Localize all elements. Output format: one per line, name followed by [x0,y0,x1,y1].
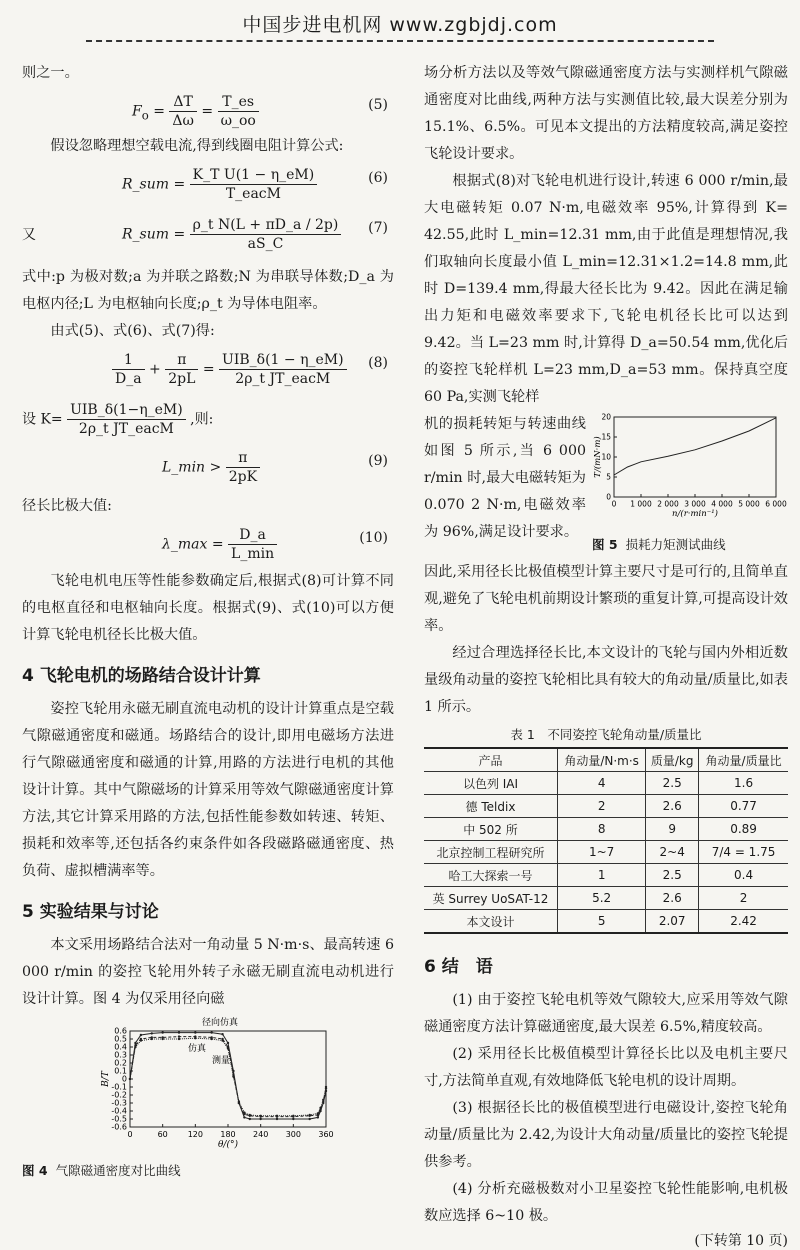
series-line-1 [614,418,776,475]
x-tick-label: 1 000 [630,499,652,509]
y-tick-label: 0.5 [114,1034,127,1044]
y-tick-label: 0 [121,1074,127,1084]
eq10-lhs: λ_max = [162,536,229,553]
eq8-l1d: D_a [115,371,142,387]
x-tick-label: 240 [253,1130,269,1139]
table-cell: 5 [557,910,645,934]
eq10-number: (10) [359,530,388,546]
equation-5: $F_o$ = $\frac{\Delta T}{\Delta\omega}$ = $\frac{T\_es}{\omega\_oo}$ (5) [132,94,388,129]
k-n: UIB_δ(1−η_eM) [67,401,186,420]
eq9-lhs: L_min > [162,459,226,476]
eq6-lhs: R_sum = [122,176,190,193]
eq5-f1n: ΔT [169,93,197,112]
fig5-chart [592,411,788,529]
data-point [129,1078,131,1080]
table-cell: 5.2 [557,887,645,910]
equation-7 [22,210,394,264]
y-tick-label: -0.5 [111,1114,127,1124]
y-tick-label: 5 [606,472,611,482]
table-row [424,910,788,934]
data-point [276,1115,278,1117]
table-cell: 2.6 [646,795,699,818]
eq5-eq: = [148,103,170,120]
y-tick-label: 0.2 [114,1058,127,1068]
data-point [259,1115,261,1117]
data-point [243,1111,245,1113]
y-tick-label: -0.6 [111,1122,127,1132]
continued-note: (下转第 10 页) [694,1233,788,1249]
y-tick-label: 20 [601,412,611,422]
equation-10 [22,520,394,568]
eq5-frac2 [218,93,259,130]
eq8-l1n: 1 [112,351,145,370]
data-point [227,1047,229,1049]
eq5-sub: o [141,108,149,123]
data-point [238,1100,240,1102]
eq6-number: (6) [368,170,388,186]
table-cell: 0.89 [699,818,788,841]
table-cell: 7/4 = 1.75 [699,841,788,864]
y-tick-label: -0.1 [111,1082,127,1092]
x-tick-label: 60 [157,1130,168,1139]
chart-annotation: 测量 [212,1056,231,1066]
x-tick-label: 360 [318,1130,334,1139]
fig4-number: 图 4 [22,1163,48,1178]
data-point [178,1035,180,1037]
table-cell: 本文设计 [424,910,557,934]
section-heading: 6 结 语 [424,957,493,977]
equation-9 [22,443,394,493]
eq7-prefix: 又 [22,227,36,243]
eq5-f1d: Δω [172,113,194,129]
table-header-cell: 质量/kg [646,748,699,772]
y-tick-label: 0.1 [114,1066,127,1076]
paragraph: 飞轮电机电压等性能参数确定后,根据式(8)可计算不同的电枢直径和电枢轴向长度。根据式(9)、式(10)可以方便计算飞轮电机径长比极大值。 [22,573,394,643]
data-point [317,1116,319,1118]
x-tick-label: 3 000 [684,499,706,509]
paragraph: 径长比极大值: [22,498,112,514]
data-point [308,1114,310,1116]
data-point [161,1038,163,1040]
data-point [151,1032,153,1034]
data-point [292,1115,294,1117]
table-cell: 0.4 [699,864,788,887]
eq9-d: 2pK [228,469,258,485]
data-point [317,1112,319,1114]
data-point [249,1114,251,1116]
chart-annotation: 径向仿真 [202,1018,239,1028]
x-tick-label: 5 000 [738,499,760,509]
eq7-number: (7) [368,220,388,236]
table-cell: 2.5 [646,864,699,887]
data-point [151,1038,153,1040]
eq8-rn: UIB_δ(1 − η_eM) [219,351,347,370]
table-cell: 2.07 [646,910,699,934]
data-point [292,1118,294,1120]
table-cell: 中 502 所 [424,818,557,841]
fig4-caption-text: 气隙磁通密度对比曲线 [55,1163,181,1178]
data-point [210,1031,212,1033]
figure-4 [22,1017,394,1167]
x-tick-label: 120 [187,1130,203,1139]
table-header-cell: 产品 [424,748,557,772]
y-tick-label: -0.3 [111,1098,127,1108]
y-tick-label: 0.6 [114,1026,127,1036]
k-frac [67,401,186,438]
x-tick-label: 0 [127,1130,133,1139]
table-row [424,772,788,795]
fig5-number: 图 5 [592,537,618,552]
data-point [227,1042,229,1044]
plot-frame [614,417,776,497]
data-point [178,1038,180,1040]
table-cell: 德 Teldix [424,795,557,818]
paragraph: 因此,采用径长比极值模型计算主要尺寸是可行的,且简单直观,避免了飞轮电机前期设计繁琐的重复计算,可提高设计效率。 [424,564,788,634]
table-cell: 2 [557,795,645,818]
y-axis-label: T/(mN·m) [593,436,603,478]
paragraph: 由式(5)、式(6)、式(7)得: [50,323,215,339]
eq5-frac1 [169,93,197,130]
y-tick-label: 0.4 [114,1042,127,1052]
table-cell: 以色列 IAI [424,772,557,795]
table-header-cell: 角动量/N·m·s [557,748,645,772]
data-point [140,1039,142,1041]
paragraph: 场分析方法以及等效气隙磁通密度方法与实测样机气隙磁通密度对比曲线,两种方法与实测值比较,最大误差分别为 15.1%、6.5%。可见本文提出的方法精度较高,满足姿控飞轮设计要求。 [424,65,788,162]
data-point [140,1034,142,1036]
eq5-f2n: T_es [218,93,259,112]
eq9-number: (9) [368,453,388,469]
eq5-lhs: F [132,103,142,120]
eq5-number: (5) [368,97,388,113]
y-tick-label: 0 [606,492,611,502]
conclusion-item: (1) 由于姿控飞轮电机等效气隙较大,应采用等效气隙磁通密度方法计算磁通密度,最大误差 6.5%,精度较高。 [424,992,788,1035]
left-column [22,60,394,1179]
conclusion-item: (4) 分析充磁极数对小卫星姿控飞轮性能影响,电机极数应选择 6~10 极。 [424,1181,788,1224]
eq10-n: D_a [228,526,277,545]
table-cell: 2.5 [646,772,699,795]
series-line-3 [130,1038,326,1116]
data-table [424,747,788,934]
k-suffix: ,则: [190,411,214,428]
data-point [221,1039,223,1041]
fig5-caption [592,535,788,553]
conclusion-item: (3) 根据径长比的极值模型进行电磁设计,姿控飞轮角动量/质量比为 2.42,为设计大角动量/质量比的姿控飞轮提供参考。 [424,1100,788,1170]
eq10-frac [228,526,277,563]
y-tick-label: 10 [601,452,611,462]
right-column [424,60,788,1250]
eq6-d: T_eacM [225,186,281,202]
paragraph: 姿控飞轮用永磁无刷直流电动机的设计计算重点是空载气隙磁通密度和磁通。场路结合的设计,即用电磁场方法进行气隙磁通密度和磁通的计算,用路的方法进行电机的其他设计计算。其中气隙磁场的计算采用等效气隙磁通密度计算方法,其它计算采用路的方法,包括性能参数如转速、转矩、损耗和效率等,还包括各约束条件如各段磁路磁通密度、热负荷、虚拟槽满率等。 [22,701,394,879]
eq8-l2n: π [165,351,198,370]
paragraph: 本文采用场路结合法对一角动量 5 N·m·s、最高转速 6 000 r/min 的姿控飞轮用外转子永磁无刷直流电动机进行设计计算。图 4 为仅采用径向磁 [22,937,394,1007]
data-point [161,1031,163,1033]
data-point [325,1086,327,1088]
y-tick-label: -0.2 [111,1090,127,1100]
eq7-frac [190,216,342,253]
chart-annotation: 仿真 [188,1044,207,1054]
table-cell: 2~4 [646,841,699,864]
data-point [259,1118,261,1120]
table-cell: 0.77 [699,795,788,818]
table-row [424,841,788,864]
eq8-rd: 2ρ_t JT_eacM [235,371,331,387]
table-cell: 英 Surrey UoSAT-12 [424,887,557,910]
table-cell: 1.6 [699,772,788,795]
fig5-caption-text: 损耗力矩测试曲线 [625,537,726,552]
data-point [194,1031,196,1033]
data-point [134,1046,136,1048]
eq6-frac [190,166,318,203]
fig4-chart [22,1017,394,1153]
k-definition [22,395,394,443]
eq8-l2d: 2pL [168,371,196,387]
table-cell: 1~7 [557,841,645,864]
eq8-frac1 [112,351,145,388]
x-tick-label: 300 [285,1130,301,1139]
paragraph: 式中:p 为极对数;a 为并联之路数;N 为串联导体数;D_a 为电枢内径;L 为电枢轴向长度;ρ_t 为导体电阻率。 [22,269,394,312]
y-axis-label: B/T [101,1071,111,1087]
x-axis-label: θ/(°) [218,1140,238,1150]
section-heading: 4 飞轮电机的场路结合设计计算 [22,666,261,686]
table-cell: 2 [699,887,788,910]
eq9-frac [226,449,260,486]
table-row [424,887,788,910]
paragraph: 机的损耗转矩与转速曲线如图 5 所示,当 6 000 r/min 时,最大电磁转矩为 0.070 2 N·m,电磁效率为 96%,满足设计要求。 [424,416,586,540]
equation-6 [22,160,394,210]
table-body [424,772,788,934]
eq8-frac2 [165,351,198,388]
table-row [424,795,788,818]
conclusion-item: (2) 采用径长比极值模型计算径长比以及电机主要尺寸,方法简单直观,有效地降低飞轮电机的设计周期。 [424,1046,788,1089]
x-tick-label: 180 [220,1130,236,1139]
eq9-n: π [226,449,260,468]
table-cell: 8 [557,818,645,841]
data-point [243,1116,245,1118]
paragraph: 经过合理选择径长比,本文设计的飞轮与国内外相近数量级角动量的姿控飞轮相比具有较大的角动量/质量比,如表 1 所示。 [424,645,788,715]
table-header-cell: 角动量/质量比 [699,748,788,772]
data-point [276,1118,278,1120]
table-cell: 哈工大探索一号 [424,864,557,887]
eq7-n: ρ_t N(L + πD_a / 2p) [190,216,342,235]
figure-5 [592,411,788,553]
data-point [221,1033,223,1035]
page-header: 中国步进电机网 www.zgbjdj.com [242,14,558,36]
equation-8: $\frac{1}{D\_a}$ + $\frac{\pi}{2pL}$ = $\frac{\text{UIB\_δ(1 − η\_eM)}}{\text{2ρ\_t JT\_eacM}}$ (8) [22,345,394,395]
section-heading: 5 实验结果与讨论 [22,902,159,922]
eq7-lhs: R_sum = [122,226,190,243]
fig5-wrap [424,411,788,553]
eq8-frac3 [219,351,347,388]
data-point [210,1038,212,1040]
y-tick-label: 15 [601,432,611,442]
table-cell: 北京控制工程研究所 [424,841,557,864]
eq10-d: L_min [231,546,275,562]
data-point [232,1075,234,1077]
header-divider [86,40,714,42]
data-point [249,1118,251,1120]
table-cell: 2.6 [646,887,699,910]
x-tick-label: 2 000 [657,499,679,509]
table-row [424,864,788,887]
paragraph: 则之一。 [22,65,79,81]
y-tick-label: 0.3 [114,1050,127,1060]
data-point [178,1031,180,1033]
x-tick-label: 4 000 [711,499,733,509]
data-point [308,1118,310,1120]
eq7-d: aS_C [247,236,284,252]
eq6-n: K_T U(1 − η_eM) [190,166,318,185]
k-prefix: 设 K= [22,411,63,428]
table-cell: 4 [557,772,645,795]
table-cell: 2.42 [699,910,788,934]
eq8-number: (8) [368,355,388,371]
paragraph: 根据式(8)对飞轮电机进行设计,转速 6 000 r/min,最大电磁转矩 0.07 N·m,电磁效率 95%,计算得到 K= 42.55,此时 L_min=12.31 mm,由于此值是理想情况,我们取轴向长度最小值 L_min=12.31×1.2=14.8 mm,此时 D=139.4 mm,得最大径长比为 9.42。因此在满足输出力矩和电磁效率要求下,飞轮电机径长比可以达到 9.42。当 L=23 mm 时,计算得 D_a=50.54 mm,优化后的姿控飞轮样机 L=23 mm,D_a=53 mm。保持真空度 60 Pa,实测飞轮样 [424,173,788,405]
data-point [319,1107,321,1109]
table-cell: 1 [557,864,645,887]
x-axis-label: n/(r·min⁻¹) [672,509,718,519]
series-line-1 [130,1033,326,1119]
x-tick-label: 6 000 [765,499,787,509]
table-cell: 9 [646,818,699,841]
table-caption: 表 1 不同姿控飞轮角动量/质量比 [510,727,702,742]
table-header-row [424,748,788,772]
data-point [194,1037,196,1039]
x-tick-label: 0 [611,499,617,509]
y-tick-label: -0.4 [111,1106,127,1116]
eq5-f2d: ω_oo [220,113,256,129]
paragraph: 假设忽略理想空载电流,得到线圈电阻计算公式: [50,138,344,154]
table-row [424,818,788,841]
data-point [322,1099,324,1101]
k-d: 2ρ_t JT_eacM [78,421,174,437]
